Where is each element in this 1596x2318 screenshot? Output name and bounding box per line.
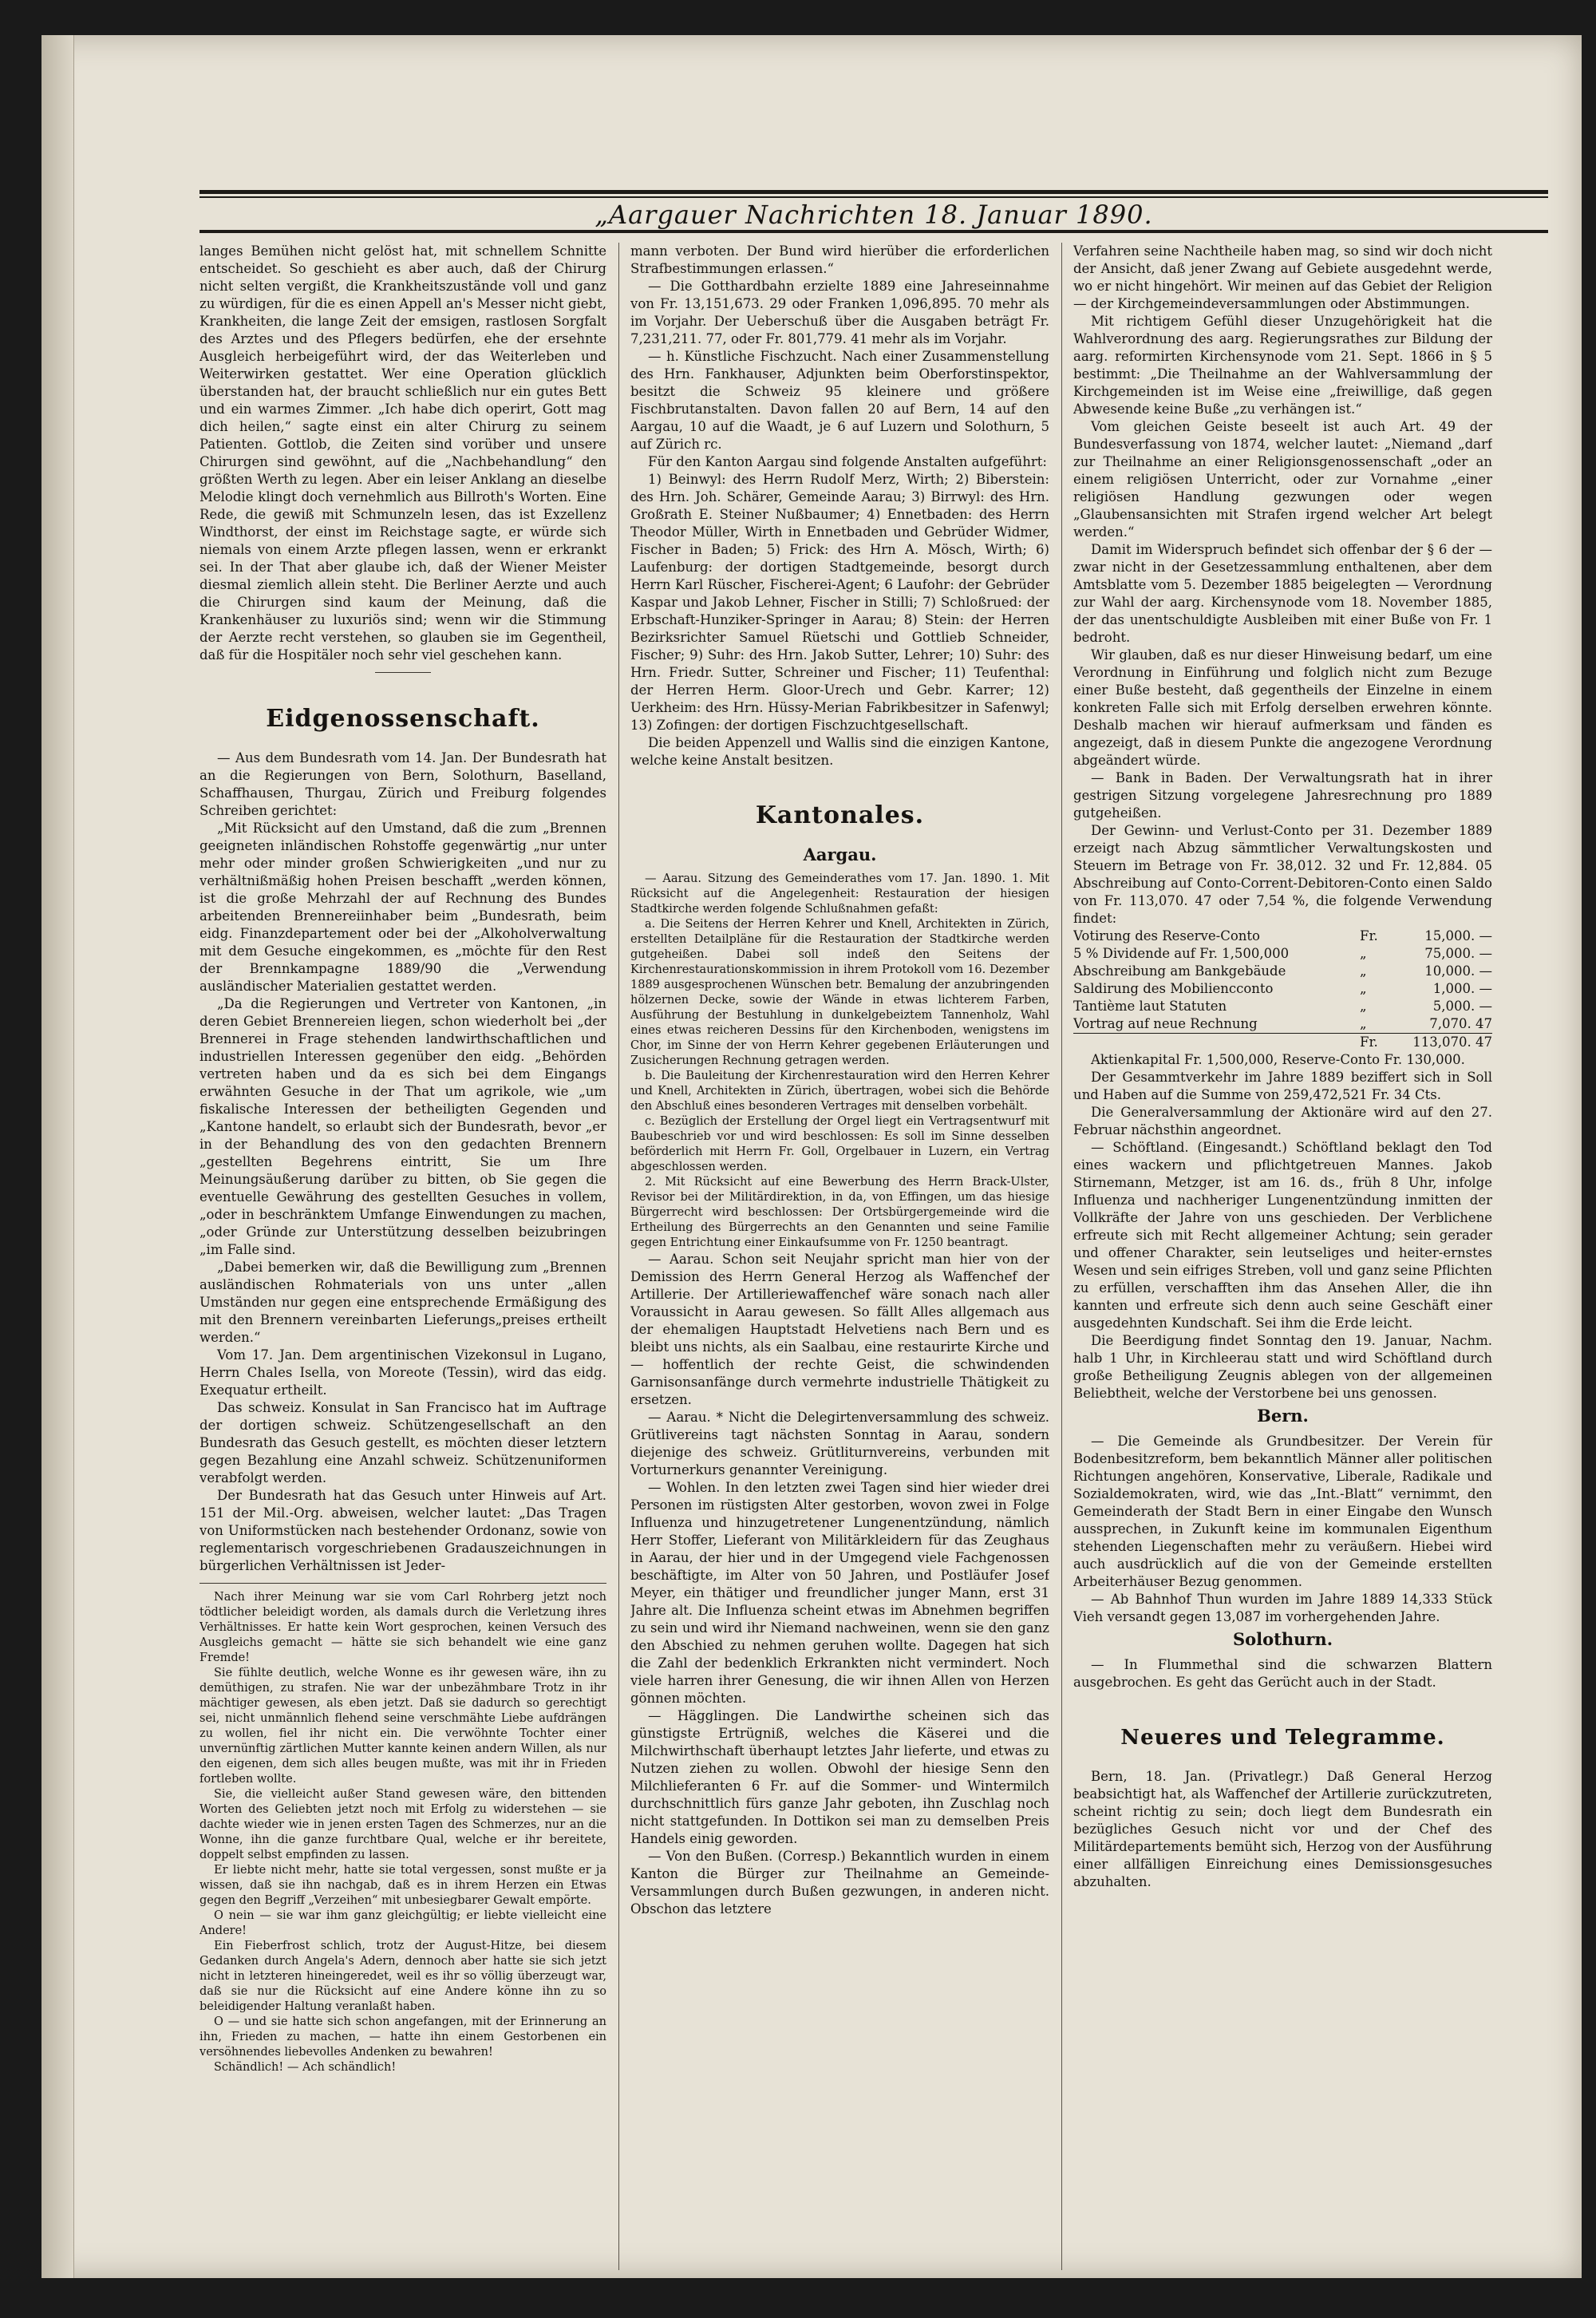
article-paragraph: „Dabei bemerken wir, daß die Bewilligung zum „Brennen ausländischen Rohmaterials von uns unter „allen Umständen nur gegen eine entsprechende Ermäßigung des mit den Brennern vereinbarten Lieferungs„preises ertheilt werden.“ [200, 1260, 606, 1345]
account-currency: Fr. [1360, 928, 1378, 943]
feuilleton-paragraph: Sie fühlte deutlich, welche Wonne es ihr gewesen wäre, ihn zu demüthigen, zu strafen. Nie war der unbezähmbare Trotz in ihr mächtiger gewesen, als eben jetzt. Daß sie dadurch so gerechtigt sei, nicht unmännlich flehend seine verschmähte Liebe aufdrängen zu wollen, fiel ihr nicht ein. Die verwöhnte Tochter einer unvernünftig zärtlichen Mutter kannte keinen andern Willen, als nur den eigenen, dem sich alles beugen mußte, was mit ihr in Frieden fortleben wollte. [200, 1667, 606, 1786]
account-amount: 1,000. — [1432, 981, 1492, 996]
account-label: 5 % Dividende auf Fr. 1,500,000 [1073, 946, 1290, 961]
page-header [200, 190, 1548, 228]
account-currency: „ [1360, 981, 1367, 996]
article-paragraph: — Die Gotthardbahn erzielte 1889 eine Jahreseinnahme von Fr. 13,151,673. 29 oder Franken 1,096,895. 70 mehr als im Vorjahr. Der Ueberschuß über die Ausgaben beträgt Fr. 7,231,211. 77, oder Fr. 801,779. 41 mehr als im Vorjahr. [630, 279, 1049, 346]
article-paragraph: — h. Künstliche Fischzucht. Nach einer Zusammenstellung des Hrn. Fankhauser, Adjunkten beim Oberforstinspektor, besitzt die Schweiz 95 kleinere und größere Fischbrutanstalten. Davon fallen 20 auf Bern, 14 auf den Aargau, 10 auf die Waadt, je 6 auf Luzern und Solothurn, 5 auf Zürich rc. [630, 349, 1049, 452]
section-title-kantonales: Kantonales. [755, 801, 925, 829]
feuilleton-paragraph: O — und sie hatte sich schon angefangen, mit der Erinnerung an ihn, Frieden zu machen, — hatte ihn einem Gestorbenen ein versöhnendes liebevolles Andenken zu bewahren! [200, 2015, 606, 2059]
article-paragraph: Vom gleichen Geiste beseelt ist auch Art. 49 der Bundesverfassung von 1874, welcher lautet: „Niemand „darf zur Theilnahme an einer Religionsgenossenschaft „oder an einem religiösen Unterricht, oder zur Vornahme „einer religiösen Handlung gezwungen oder wegen „Glaubensansichten mit Strafen irgend welcher Art belegt werden.“ [1073, 419, 1492, 540]
header-rule-top-thin [200, 196, 1548, 198]
article-paragraph: Vom 17. Jan. Dem argentinischen Vizekonsul in Lugano, Herrn Chales Isella, von Moreote (Tessin), wird das eidg. Exequatur ertheilt. [200, 1347, 606, 1398]
total-amount: 113,070. 47 [1396, 1034, 1492, 1052]
article-paragraph: — Hägglingen. Die Landwirthe scheinen sich das günstigste Ertrügniß, welches die Käserei und die Milchwirthschaft überhaupt letztes Jahr lieferte, und etwas zu Nutzen ziehen zu wollen. Obwohl der hiesige Senn den Milchlieferanten 6 Fr. auf die Sommer- und Wintermilch durchschnittlich fürs ganze Jahr geboten, ihn Zuschlag noch nicht stattgefunden. In Dottikon sei man zu demselben Preis Handels einig geworden. [630, 1708, 1049, 1846]
section-title-news: Neueres und Telegramme. [1120, 1726, 1445, 1750]
article-paragraph: Bern, 18. Jan. (Privatlegr.) Daß General Herzog beabsichtigt hat, als Waffenchef der Artillerie zurückzutreten, scheint richtig zu sein; doch liegt dem Bundesrath ein bezügliches Gesuch nicht vor und der Chef des Militärdepartements bemüht sich, Herzog von der Ausführung einer allfälligen Einreichung eines Demissionsgesuches abzuhalten. [1073, 1769, 1492, 1889]
article-continuation: mann verboten. Der Bund wird hierüber die erforderlichen Strafbestimmungen erlassen.“ [630, 243, 1049, 276]
account-amount: 7,070. 47 [1429, 1016, 1492, 1031]
column-middle [630, 243, 1049, 2318]
article-paragraph: Der Bundesrath hat das Gesuch unter Hinweis auf Art. 151 der Mil.-Org. abweisen, welcher lautet: „Das Tragen von Uniformstücken nach bestehender Ordonanz, sowie von reglementarisch vorgeschriebenen Gradauszeichnungen in bürgerlichen Verhältnissen ist Jeder- [200, 1488, 606, 1573]
table-row [1073, 998, 1492, 1015]
feuilleton-paragraph: Ein Fieberfrost schlich, trotz der August-Hitze, bei diesem Gedanken durch Angela's Adern, dennoch aber hatte sie sich jetzt nicht in letzteren hineingeredet, weil es ihr so völlig überzeugt war, daß sie nur die Rücksicht auf eine Andere könne ihn zu so beleidigender Haltung veranlaßt haben. [200, 1940, 606, 2013]
article-paragraph: — Die Gemeinde als Grundbesitzer. Der Verein für Bodenbesitzreform, bem bekanntlich Männer aller politischen Richtungen angehören, Konservative, Liberale, Radikale und Sozialdemokraten, wird, wie das „Int.-Blatt“ vernimmt, den Gemeinderath der Stadt Bern in einer Eingabe den Wunsch aussprechen, in Zukunft keine im kommunalen Eigenthum stehenden Liegenschaften mehr zu veräußern. Hiebei wird auch ausdrücklich auf die von der Gemeinde erstellten Arbeiterhäuser Bezug genommen. [1073, 1434, 1492, 1589]
article-paragraph: Damit im Widerspruch befindet sich offenbar der § 6 der — zwar nicht in der Gesetzessammlung enthaltenen, aber dem Amtsblatte vom 5. Dezember 1885 beigelegten — Verordnung zur Wahl der aarg. Kirchensynode vom 18. November 1885, der das unentschuldigte Ausbleiben mit einer Buße von Fr. 1 bedroht. [1073, 542, 1492, 645]
article-paragraph: Die Beerdigung findet Sonntag den 19. Januar, Nachm. halb 1 Uhr, in Kirchleerau statt und wird Schöftland durch große Betheiligung Zeugnis ablegen von der allgemeinen Beliebtheit, welche der Verstorbene bei uns genossen. [1073, 1333, 1492, 1401]
account-currency: „ [1360, 1016, 1367, 1031]
table-row [1073, 1015, 1492, 1034]
article-continuation: langes Bemühen nicht gelöst hat, mit schnellem Schnitte entscheidet. So geschieht es aber auch, daß der Chirurg nicht selten vergißt, die Krankheitszustände voll und ganz zu würdigen, für die es einen Appell an's Messer nicht giebt, Krankheiten, die lange Zeit der emsigen, rastlosen Sorgfalt des Arztes und des Pflegers bedürfen, ehe der ersehnte Ausgleich herbeigeführt wird, der das Weiterleben und Weiterwirken gestattet. Wer eine Operation glücklich überstanden hat, der braucht schließlich nur ein gutes Bett und ein warmes Zimmer. „Ich habe dich operirt, Gott mag dich heilen,“ sagte einst ein alter Chirurg zu seinem Patienten. Gottlob, die Zeiten sind vorüber und unsere Chirurgen sind gewöhnt, auf die „Nachbehandlung“ den größten Werth zu legen. Aber ein leiser Anklang an dieselbe Melodie klingt doch vernehmlich aus Billroth's Worten. Eine Rede, die gewiß mit Schmunzeln lesen, das ist Exzellenz Windthorst, der einst im Reichstage sagte, er würde sich niemals von einem Arzte pflegen lassen, wenn er erkrankt sei. In der That aber glaube ich, daß der Wiener Meister diesmal ziemlich allein steht. Die Berliner Aerzte und auch die Chirurgen sind kaum der Meinung, daß die Krankenhäuser zu luxuriös sind; wenn wir die Stimmung der Aerzte recht verstehen, so glauben sie im Gegentheil, daß für die Hospitäler noch sehr viel geschehen kann. [200, 243, 606, 663]
total-currency: Fr. [1360, 1034, 1396, 1052]
column-divider [618, 243, 619, 2270]
account-currency: „ [1360, 946, 1367, 961]
article-paragraph: Der Gewinn- und Verlust-Conto per 31. Dezember 1889 erzeigt nach Abzug sämmtlicher Verwaltungskosten und Steuern im Betrage von Fr. 38,012. 32 und Fr. 12,884. 05 Abschreibung auf Conto-Corrent-Debitoren-Conto einen Saldo von Fr. 113,070. 47 oder 7,54 %, die folgende Verwendung findet: [1073, 823, 1492, 926]
account-label: Votirung des Reserve-Conto [1073, 928, 1260, 943]
account-label: Tantième laut Statuten [1073, 999, 1227, 1014]
article-paragraph: Die Generalversammlung der Aktionäre wird auf den 27. Februar nächsthin angeordnet. [1073, 1105, 1492, 1137]
article-paragraph: „Da die Regierungen und Vertreter von Kantonen, „in deren Gebiet Brennereien liegen, schon wiederholt bei „der Brennerei in Frage stehenden landwirthschaftlichen und industriellen Interessen gegenüber den eidg. „Behörden vertreten haben und da es sich bei dem Eingangs erwähnten Gesuche in der That um agrikole, wie „um fiskalische Interessen der betheiligten Gegenden und „Kantone handelt, so erlaubt sich der Bundesrath, bevor „er in der Behandlung des von den gedachten Brennern „gestellten Begehrens eintritt, Sie um Ihre Meinungsäußerung darüber zu bitten, ob Sie gegen die eventuelle Gewährung des gestellten Gesuches in vollem, „oder in beschränktem Umfange Einwendungen zu machen, „oder Gründe zur Unterstützung desselben beizubringen „im Falle sind. [200, 996, 606, 1257]
column-right [1073, 243, 1492, 2318]
article-paragraph: Aktienkapital Fr. 1,500,000, Reserve-Conto Fr. 130,000. [1091, 1052, 1465, 1067]
minutes-paragraph: — Aarau. Sitzung des Gemeinderathes vom 17. Jan. 1890. 1. Mit Rücksicht auf die Angelegenheit: Restauration der hiesigen Stadtkirche werden folgende Schlußnahmen gefaßt: [630, 872, 1049, 916]
account-amount: 10,000. — [1424, 963, 1492, 979]
feuilleton-paragraph: Schändlich! — Ach schändlich! [214, 2061, 397, 2074]
article-paragraph: Für den Kanton Aargau sind folgende Anstalten aufgeführt: [648, 454, 1047, 469]
feuilleton [200, 1590, 606, 2075]
article-paragraph: Der Gesammtverkehr im Jahre 1889 beziffert sich in Soll und Haben auf die Summe von 259,472,521 Fr. 34 Cts. [1073, 1070, 1492, 1102]
account-label: Abschreibung am Bankgebäude [1073, 963, 1286, 979]
minutes-paragraph: c. Bezüglich der Erstellung der Orgel liegt ein Vertragsentwurf mit Baubeschrieb vor und wird beschlossen: Es soll im Sinne desselben beförderlich mit Herrn Fr. Goll, Orgelbauer in Luzern, ein Vertrag abgeschlossen werden. [630, 1115, 1049, 1173]
article-paragraph: — Aarau. * Nicht die Delegirtenversammlung des schweiz. Grütlivereins tagt nächsten Sonntag in Aarau, sondern diejenige des schweiz. Grütliturnvereins, verbunden mit Vorturnerkurs genannter Vereinigung. [630, 1410, 1049, 1477]
article-paragraph: Das schweiz. Konsulat in San Francisco hat im Auftrage der dortigen schweiz. Schützengesellschaft an den Bundesrath das Gesuch gestellt, es möchten dieser letztern gegen Bezahlung eine Anzahl schweiz. Schützenuniformen verabfolgt werden. [200, 1400, 606, 1485]
minutes-paragraph: b. Die Bauleitung der Kirchenrestauration wird den Herren Kehrer und Knell, Architekten in Zürich, übertragen, wobei sich die Behörde den Abschluß eines besonderen Vertrages mit denselben vorbehält. [630, 1070, 1049, 1113]
article-paragraph: — Wohlen. In den letzten zwei Tagen sind hier wieder drei Personen im rüstigsten Alter gestorben, wovon zwei in Folge Influenza und hinzugetretener Lungenentzündung, nämlich Herr Stoffer, Lieferant von Militärkleidern für das Zeughaus in Aarau, der hier und in der Umgegend viele Fachgenossen beschäftigte, im Alter von 50 Jahren, und Postläufer Josef Meyer, ein thätiger und freundlicher junger Mann, erst 31 Jahre alt. Die Influenza scheint etwas im Abnehmen begriffen zu sein und wird ihr Niemand nachweinen, wenn sie den ganz den Abschied zu nehmen geruhen wollte. Dagegen hat sich die Zahl der bedenklich Erkrankten nicht vermindert. Noch viele harren ihrer Genesung, die wir ihnen Allen von Herzen gönnen möchten. [630, 1480, 1049, 1706]
section-title-eidgenossenschaft: Eidgenossenschaft. [266, 705, 540, 733]
article-paragraph: „Mit Rücksicht auf den Umstand, daß die zum „Brennen geeigneten inländischen Rohstoffe gegenwärtig „nur unter mehr oder minder großen Schwierigkeiten „und nur zu verhältnißmäßig hohen Preisen beschafft „werden können, ist die große Mehrzahl der auf Rechnung des Bundes arbeitenden Brennereiinhaber beim „Bundesrath, beim eidg. Finanzdepartement oder bei der „Alkoholverwaltung mit dem Gesuche eingekommen, es „möchte für den Rest der Brennkampagne 1889/90 die „Verwendung ausländischer Materialien gestattet werden. [200, 821, 606, 994]
article-paragraph: — In Flummethal sind die schwarzen Blattern ausgebrochen. Es geht das Gerücht auch in der Stadt. [1073, 1657, 1492, 1690]
header-rule-bottom [200, 230, 1548, 233]
account-amount: 5,000. — [1432, 999, 1492, 1014]
bank-accounts-table [1073, 928, 1492, 1051]
account-amount: 75,000. — [1424, 946, 1492, 961]
feuilleton-paragraph: Nach ihrer Meinung war sie vom Carl Rohrberg jetzt noch tödtlicher beleidigt worden, als damals durch die Verletzung ihres Verhältnisses. Er hatte kein Wort gesprochen, keinen Versuch des Ausgleichs gemacht — hätte sie sich behandelt wie eine ganz Fremde! [200, 1591, 606, 1664]
article-paragraph: Wir glauben, daß es nur dieser Hinweisung bedarf, um eine Verordnung in Einführung und folglich nicht zum Bezuge einer Buße besteht, daß gegentheils der Einzelne in einem konkreten Falle sich mit Erfolg derselben erwehren könnte. Deshalb machen wir hierauf aufmerksam und fänden es angezeigt, daß in diesem Punkte die angezogene Verordnung abgeändert würde. [1073, 647, 1492, 768]
subsection-title-aargau: Aargau. [803, 845, 877, 864]
article-paragraph: — Bank in Baden. Der Verwaltungsrath hat in ihrer gestrigen Sitzung vorgelegene Jahresrechnung pro 1889 gutgeheißen. [1073, 770, 1492, 821]
minutes-paragraph: 2. Mit Rücksicht auf eine Bewerbung des Herrn Brack-Ulster, Revisor bei der Militärdirektion, in da, von Effingen, um das hiesige Bürgerrecht wird beschlossen: Der Ortsbürgergemeinde wird die Ertheilung des Bürgerrechts an den Genannten und seine Familie gegen Entrichtung einer Einkaufsumme von Fr. 1250 beantragt. [630, 1176, 1049, 1249]
account-label [1073, 1034, 1360, 1052]
feuilleton-paragraph: O nein — sie war ihm ganz gleichgültig; er liebte vielleicht eine Andere! [200, 1909, 606, 1937]
feuilleton-paragraph: Sie, die vielleicht außer Stand gewesen wäre, den bittenden Worten des Geliebten jetzt noch mit Erfolg zu widerstehen — sie dachte wieder wie in jenen ersten Tagen des Schmerzes, nur an die Wonne, ihn die ganze furchtbare Qual, welche er ihr bereitete, doppelt selbst empfinden zu lassen. [200, 1788, 606, 1861]
account-currency: „ [1360, 963, 1367, 979]
article-continuation: Verfahren seine Nachtheile haben mag, so sind wir doch nicht der Ansicht, daß jener Zwang auf Gebiete ausgedehnt werde, wo er nicht hingehört. Wir meinen auf das Gebiet der Religion — der Kirchgemeindeversammlungen oder Abstimmungen. [1073, 243, 1492, 311]
account-currency: „ [1360, 999, 1367, 1014]
account-label: Vortrag auf neue Rechnung [1073, 1016, 1258, 1031]
table-row [1073, 980, 1492, 998]
article-paragraph: 1) Beinwyl: des Herrn Rudolf Merz, Wirth; 2) Biberstein: des Hrn. Joh. Schärer, Gemeinde Aarau; 3) Birrwyl: des Hrn. Großrath E. Steiner Nußbaumer; 4) Ennetbaden: des Herrn Theodor Müller, Wirth in Ennetbaden und Gebrüder Widmer, Fischer in Baden; 5) Frick: des Hrn A. Mösch, Wirth; 6) Laufenburg: der dortigen Stadtgemeinde, besorgt durch Herrn Karl Rüscher, Fischerei-Agent; 6 Laufohr: der Gebrüder Kaspar und Jakob Lehner, Fischer in Stilli; 7) Schloßrued: der Erbschaft-Hunziker-Springer in Aarau; 8) Stein: der Herren Bezirksrichter Samuel Rüetschi und Gottlieb Schneider, Fischer; 9) Suhr: des Hrn. Jakob Sutter, Lehrer; 10) Suhr: des Hrn. Friedr. Sutter, Schreiner und Fischer; 11) Teufenthal: der Herren Herm. Gloor-Urech und Gebr. Karrer; 12) Uerkheim: des Hrn. Hüssy-Merian Fabrikbesitzer in Safenwyl; 13) Zofingen: der dortigen Fischzuchtgesellschaft. [630, 472, 1049, 733]
article-paragraph: — Aarau. Schon seit Neujahr spricht man hier von der Demission des Herrn General Herzog als Waffenchef der Artillerie. Der Artilleriewaffenchef wäre sonach nach aller Voraussicht in Aarau gewesen. So fällt Alles allgemach aus der ehemaligen Hauptstadt Helvetiens nach Bern und es bleibt uns nichts, als ein Saalbau, eine restaurirte Kirche und — hoffentlich der rechte Geist, die schwindenden Garnisonsanfänge durch vermehrte industrielle Thätigkeit zu ersetzen. [630, 1252, 1049, 1407]
council-minutes [630, 872, 1049, 1251]
masthead-title: „Aargauer Nachrichten 18. Januar 1890. [595, 200, 1153, 230]
column-divider [1061, 243, 1062, 2270]
article-paragraph: — Ab Bahnhof Thun wurden im Jahre 1889 14,333 Stück Vieh versandt gegen 13,087 im vorhergehenden Jahre. [1073, 1592, 1492, 1624]
article-paragraph: — Schöftland. (Eingesandt.) Schöftland beklagt den Tod eines wackern und pflichtgetreuen Mannes. Jakob Stirnemann, Metzger, ist am 16. ds., früh 8 Uhr, infolge Influenza und nachheriger Lungenentzündung inmitten der Vollkräfte der Jahre von uns geschieden. Der Verblichene erfreute sich mit Recht allgemeiner Achtung; sein gerader und offener Charakter, sein leutseliges und heiter-ernstes Wesen und sein eifriges Streben, voll und ganz seine Pflichten zu erfüllen, verschafften ihm das Ansehen Aller, die ihn kannten und erfreute sich denn auch seine Geschäft einer ausgedehnten Kundschaft. Sei ihm die Erde leicht. [1073, 1140, 1492, 1331]
account-amount: 15,000. — [1424, 928, 1492, 943]
binding-edge [41, 35, 74, 2278]
table-row [1073, 963, 1492, 980]
column-left [200, 243, 606, 2318]
article-paragraph: — Aus dem Bundesrath vom 14. Jan. Der Bundesrath hat an die Regierungen von Bern, Solothurn, Baselland, Schaffhausen, Thurgau, Zürich und Freiburg folgendes Schreiben gerichtet: [200, 750, 606, 818]
account-label: Saldirung des Mobiliencconto [1073, 981, 1274, 996]
minutes-paragraph: a. Die Seitens der Herren Kehrer und Knell, Architekten in Zürich, erstellten Detailpläne für die Restauration der Stadtkirche werden gutgeheißen. Dabei soll indeß den Seitens der Kirchenrestaurationskommission in ihrem Protokoll vom 16. Dezember 1889 ausgesprochenen Wünschen betr. Bemalung der anzubringenden hölzernen Decke, sowie der Wände in etwas lichterem Farben, Ausführung der Bestuhlung in dunkelgebeiztem Tannenholz, Wahl eines etwas reicheren Dessins für den Kirchenboden, wenigstens im Chor, im Sinne der von Herrn Kehrer gegebenen Erläuterungen und Zusicherungen Rechnung getragen werden. [630, 918, 1049, 1067]
separator [375, 672, 431, 673]
table-row [1073, 945, 1492, 963]
feuilleton-separator [200, 1583, 606, 1584]
feuilleton-paragraph: Er liebte nicht mehr, hatte sie total vergessen, sonst mußte er ja wissen, daß sie ihn nachgab, daß es in ihrem Herzen ein Etwas gegen den Begriff „Verzeihen“ mit unbesiegbarer Gewalt empörte. [200, 1864, 606, 1907]
article-paragraph: — Von den Bußen. (Corresp.) Bekanntlich wurden in einem Kanton die Bürger zur Theilnahme an Gemeinde-Versammlungen durch Bußen gezwungen, in anderen nicht. Obschon das letztere [630, 1849, 1049, 1917]
subsection-title-bern: Bern. [1257, 1406, 1309, 1426]
article-paragraph: Mit richtigem Gefühl dieser Unzugehörigkeit hat die Wahlverordnung des aarg. Regierungsrathes zur Bildung der aarg. reformirten Kirchensynode vom 21. Sept. 1866 in § 5 bestimmt: „Die Theilnahme an der Wahlversammlung der Kirchgemeinden ist im Weise eine „freiwillige, daß gegen Abwesende keine Buße „zu verhängen ist.“ [1073, 314, 1492, 417]
table-row [1073, 928, 1492, 945]
article-paragraph: Die beiden Appenzell und Wallis sind die einzigen Kantone, welche keine Anstalt besitzen. [630, 735, 1049, 768]
subsection-title-solothurn: Solothurn. [1232, 1629, 1333, 1649]
table-total-row [1073, 1034, 1492, 1052]
header-rule-top [200, 190, 1548, 194]
